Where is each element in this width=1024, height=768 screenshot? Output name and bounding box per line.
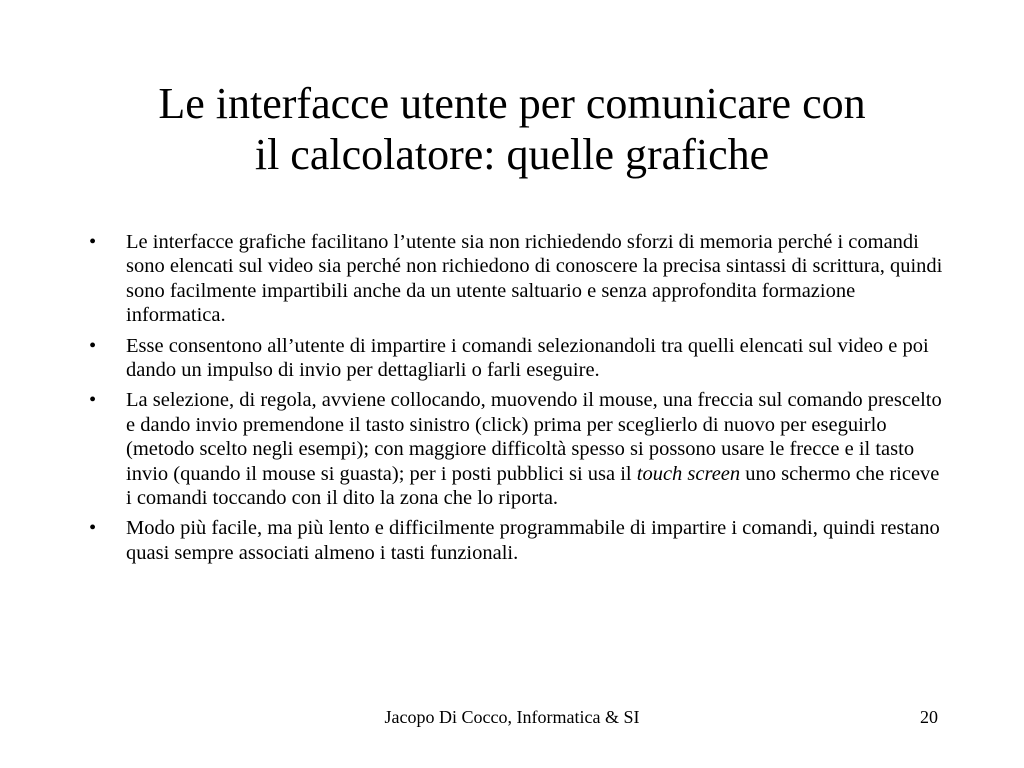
- bullet-text-3-end: uno schermo che riceve i comandi toccando con il dito la zona che lo riporta.: [126, 462, 940, 510]
- bullet-text-2: Esse consentono all’utente di impartire i comandi selezionandoli tra quelli elencati sul video e poi dando un impulso di invio per dettagliarli o farli eseguire.: [126, 334, 929, 382]
- bullet-text-1: Le interfacce grafiche facilitano l’utente sia non richiedendo sforzi di memoria perché i comandi sono elencati sul video sia perché non richiedono di conoscere la precisa sintassi di scrittura, quindi sono facilmente impartibili anche da un utente saltuario e senza approfondita formazione informatica.: [126, 231, 943, 327]
- bullet-icon: •: [89, 231, 97, 253]
- footer-author: Jacopo Di Cocco, Informatica & SI: [384, 707, 640, 727]
- bullet-icon: •: [89, 389, 97, 412]
- bullet-text-3-start: La selezione, di regola, avviene collocando, muovendo il mouse, una freccia sul comando prescelto e dando invio premendone il tasto sinistro (click) prima per sceglierlo di nuovo per eseguirlo (metodo scelto negli esempi); con maggiore difficoltà spesso si possono usare le frecce e il tasto invio (quando il mouse si guasta); per i posti pubblici si usa il: [126, 389, 942, 485]
- bullet-item-1: [84, 230, 944, 328]
- slide-title-line-1: Le interfacce utente per comunicare con: [158, 79, 866, 128]
- bullet-text-4: Modo più facile, ma più lento e difficilmente programmabile di impartire i comandi, quindi restano quasi sempre associati almeno i tasti funzionali.: [126, 517, 940, 564]
- slide-title: [60, 78, 964, 180]
- bullet-item-3: [84, 388, 944, 510]
- page-number: 20: [920, 707, 938, 727]
- bullet-text-3-italic: touch screen: [636, 462, 741, 485]
- slide-title-line-2: il calcolatore: quelle grafiche: [254, 130, 770, 179]
- bullet-item-4: [84, 516, 944, 565]
- bullet-list: [84, 230, 944, 571]
- bullet-icon: •: [89, 334, 97, 357]
- bullet-icon: •: [89, 517, 97, 540]
- bullet-item-2: [84, 334, 944, 383]
